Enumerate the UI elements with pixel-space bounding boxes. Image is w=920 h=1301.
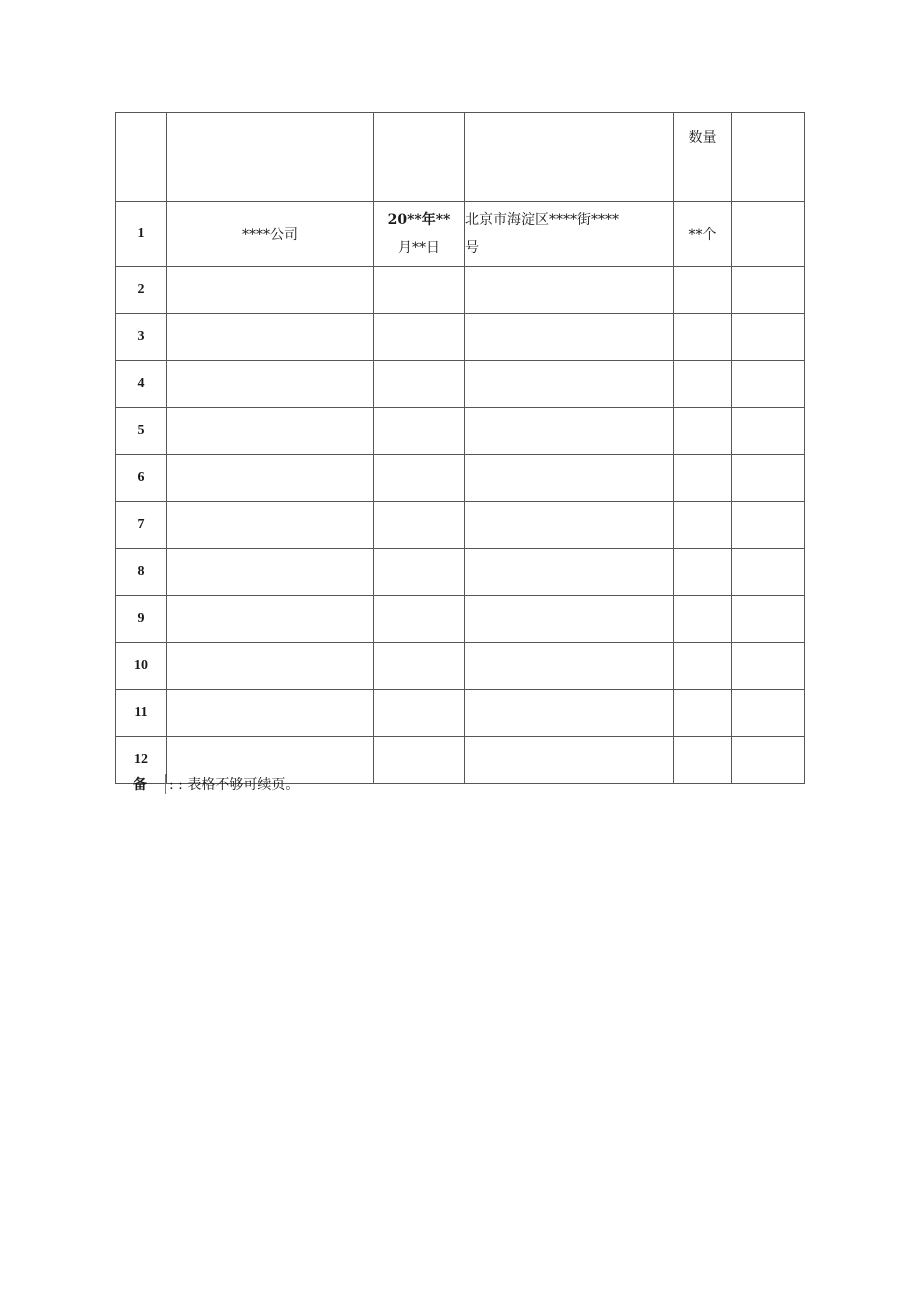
empty-cell (674, 643, 732, 690)
data-table (115, 112, 805, 784)
empty-cell (374, 737, 465, 784)
empty-cell (732, 643, 805, 690)
empty-cell (732, 502, 805, 549)
empty-cell (732, 267, 805, 314)
empty-cell (374, 408, 465, 455)
empty-cell (374, 596, 465, 643)
empty-cell (374, 455, 465, 502)
empty-cell (674, 596, 732, 643)
empty-cell (732, 314, 805, 361)
empty-cell (374, 549, 465, 596)
empty-cell (674, 314, 732, 361)
table-row (116, 690, 805, 737)
empty-cell (674, 502, 732, 549)
empty-cell (674, 549, 732, 596)
empty-cell (465, 314, 674, 361)
empty-cell (167, 549, 374, 596)
footnote (133, 774, 299, 794)
empty-cell (167, 690, 374, 737)
empty-cell (465, 643, 674, 690)
date-line-2: 月**日 (398, 240, 440, 256)
empty-cell (374, 314, 465, 361)
empty-cell (732, 408, 805, 455)
row-number: 2 (116, 267, 167, 314)
table-row (116, 408, 805, 455)
count-cell: **个 (674, 202, 732, 267)
empty-cell (374, 502, 465, 549)
empty-cell (374, 267, 465, 314)
empty-cell (674, 361, 732, 408)
empty-cell (732, 737, 805, 784)
empty-cell (167, 502, 374, 549)
empty-cell (732, 455, 805, 502)
table-row (116, 549, 805, 596)
table-row (116, 314, 805, 361)
header-quantity: 数量 (674, 113, 732, 202)
row-number: 9 (116, 596, 167, 643)
row-number: 4 (116, 361, 167, 408)
date-line-1: 20**年** (387, 212, 451, 228)
empty-cell (374, 643, 465, 690)
header-cell (374, 113, 465, 202)
row-number: 10 (116, 643, 167, 690)
empty-cell (374, 690, 465, 737)
empty-cell (465, 502, 674, 549)
row-number: 5 (116, 408, 167, 455)
address-line-1: 北京市海淀区****街**** (465, 212, 619, 228)
row-number: 6 (116, 455, 167, 502)
header-cell (732, 113, 805, 202)
row-number: 3 (116, 314, 167, 361)
empty-cell (674, 408, 732, 455)
empty-cell (465, 408, 674, 455)
empty-cell (167, 596, 374, 643)
empty-cell (674, 267, 732, 314)
header-cell (116, 113, 167, 202)
empty-cell (374, 361, 465, 408)
empty-cell (732, 596, 805, 643)
table-row (116, 361, 805, 408)
table-row (116, 502, 805, 549)
empty-cell (465, 690, 674, 737)
header-cell (167, 113, 374, 202)
empty-cell (732, 202, 805, 267)
company-cell: ****公司 (167, 202, 374, 267)
empty-cell (674, 737, 732, 784)
empty-cell (465, 361, 674, 408)
address-line-2: 号 (465, 240, 479, 256)
empty-cell (674, 455, 732, 502)
row-number: 11 (116, 690, 167, 737)
empty-cell (465, 549, 674, 596)
empty-cell (465, 737, 674, 784)
date-cell (374, 202, 465, 267)
empty-cell (167, 455, 374, 502)
table-row (116, 643, 805, 690)
address-cell (465, 202, 674, 267)
empty-cell (465, 596, 674, 643)
note-text: : : 表格不够可续页。 (165, 774, 299, 794)
table-row (116, 455, 805, 502)
empty-cell (167, 361, 374, 408)
empty-cell (465, 267, 674, 314)
empty-cell (732, 690, 805, 737)
header-cell (465, 113, 674, 202)
table-row (116, 267, 805, 314)
empty-cell (732, 549, 805, 596)
empty-cell (167, 643, 374, 690)
empty-cell (674, 690, 732, 737)
note-label: 备 (133, 777, 147, 793)
row-number: 1 (116, 202, 167, 267)
header-row (116, 113, 805, 202)
row-number: 7 (116, 502, 167, 549)
empty-cell (167, 267, 374, 314)
empty-cell (732, 361, 805, 408)
empty-cell (465, 455, 674, 502)
row-number: 12 (116, 737, 167, 784)
row-number: 8 (116, 549, 167, 596)
table-row (116, 202, 805, 267)
table-row (116, 596, 805, 643)
empty-cell (167, 314, 374, 361)
empty-cell (167, 408, 374, 455)
